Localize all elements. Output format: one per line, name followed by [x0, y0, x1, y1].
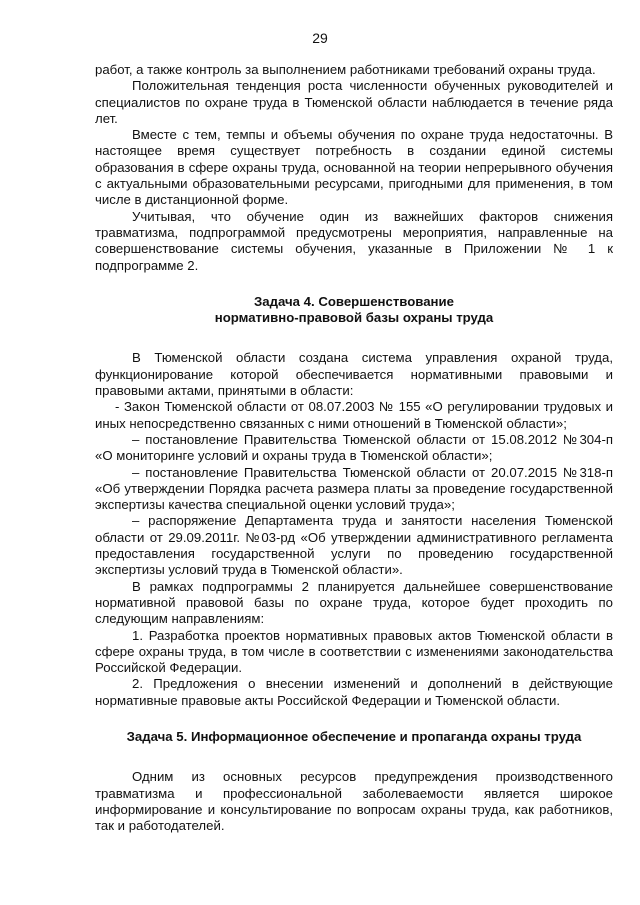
document-body	[95, 62, 613, 834]
paragraph: В Тюменской области создана система управления охраной труда, функционирование которой обеспечивается нормативными правовыми и правовыми актами, принятыми в области:	[95, 350, 613, 399]
list-item: 1. Разработка проектов нормативных правовых актов Тюменской области в сфере охраны труда, в том числе в соответствии с изменениями законодательства Российской Федерации.	[95, 627, 613, 676]
paragraph: Учитывая, что обучение один из важнейших факторов снижения травматизма, подпрограммой предусмотрены мероприятия, направленные на совершенствование системы обучения, указанные в Приложении № 1 к подпрограмме 2.	[95, 208, 613, 273]
paragraph: Вместе с тем, темпы и объемы обучения по охране труда недостаточны. В настоящее время существует потребность в создании единой системы образования в сфере охраны труда, основанной на теории непрерывного обучения с актуальными образовательными ресурсами, пригодными для применения, в том числе в дистанционной форме.	[95, 127, 613, 208]
paragraph: работ, а также контроль за выполнением работниками требований охраны труда.	[95, 62, 596, 77]
list-item: – постановление Правительства Тюменской области от 20.07.2015 №318-п «Об утверждении Порядка расчета размера платы за проведение государственной экспертизы качества специальной оценки условий труда»;	[95, 464, 613, 513]
section-heading-task4-line1: Задача 4. Совершенствование	[254, 293, 454, 309]
paragraph: Одним из основных ресурсов предупреждения производственного травматизма и профессиональной заболеваемости является широкое информирование и консультирование по вопросам охраны труда, как работников, так и работодателей.	[95, 769, 613, 834]
page-number: 29	[312, 30, 328, 46]
paragraph: В рамках подпрограммы 2 планируется дальнейшее совершенствование нормативной правовой базы по охране труда, которое будет проходить по следующим направлениям:	[95, 578, 613, 627]
list-item: – постановление Правительства Тюменской области от 15.08.2012 №304-п «О мониторинге условий и охраны труда в Тюменской области»;	[95, 431, 613, 464]
section-heading-task5: Задача 5. Информационное обеспечение и пропаганда охраны труда	[126, 728, 582, 744]
section-heading-task4-line2: нормативно-правовой базы охраны труда	[214, 310, 494, 326]
list-item: – распоряжение Департамента труда и занятости населения Тюменской области от 29.09.2011г. №03-рд «Об утверждении административного регламента предоставления государственной услуги по проведению государственной экспертизы условий труда в Тюменской области».	[95, 513, 613, 578]
list-item: 2. Предложения о внесении изменений и дополнений в действующие нормативные правовые акты Российской Федерации и Тюменской области.	[95, 676, 613, 708]
paragraph: Положительная тенденция роста численности обученных руководителей и специалистов по охране труда в Тюменской области наблюдается в течение ряда лет.	[95, 78, 613, 126]
list-item: - Закон Тюменской области от 08.07.2003 № 155 «О регулировании трудовых и иных непосредственно связанных с ними отношений в Тюменской области»;	[95, 399, 613, 431]
